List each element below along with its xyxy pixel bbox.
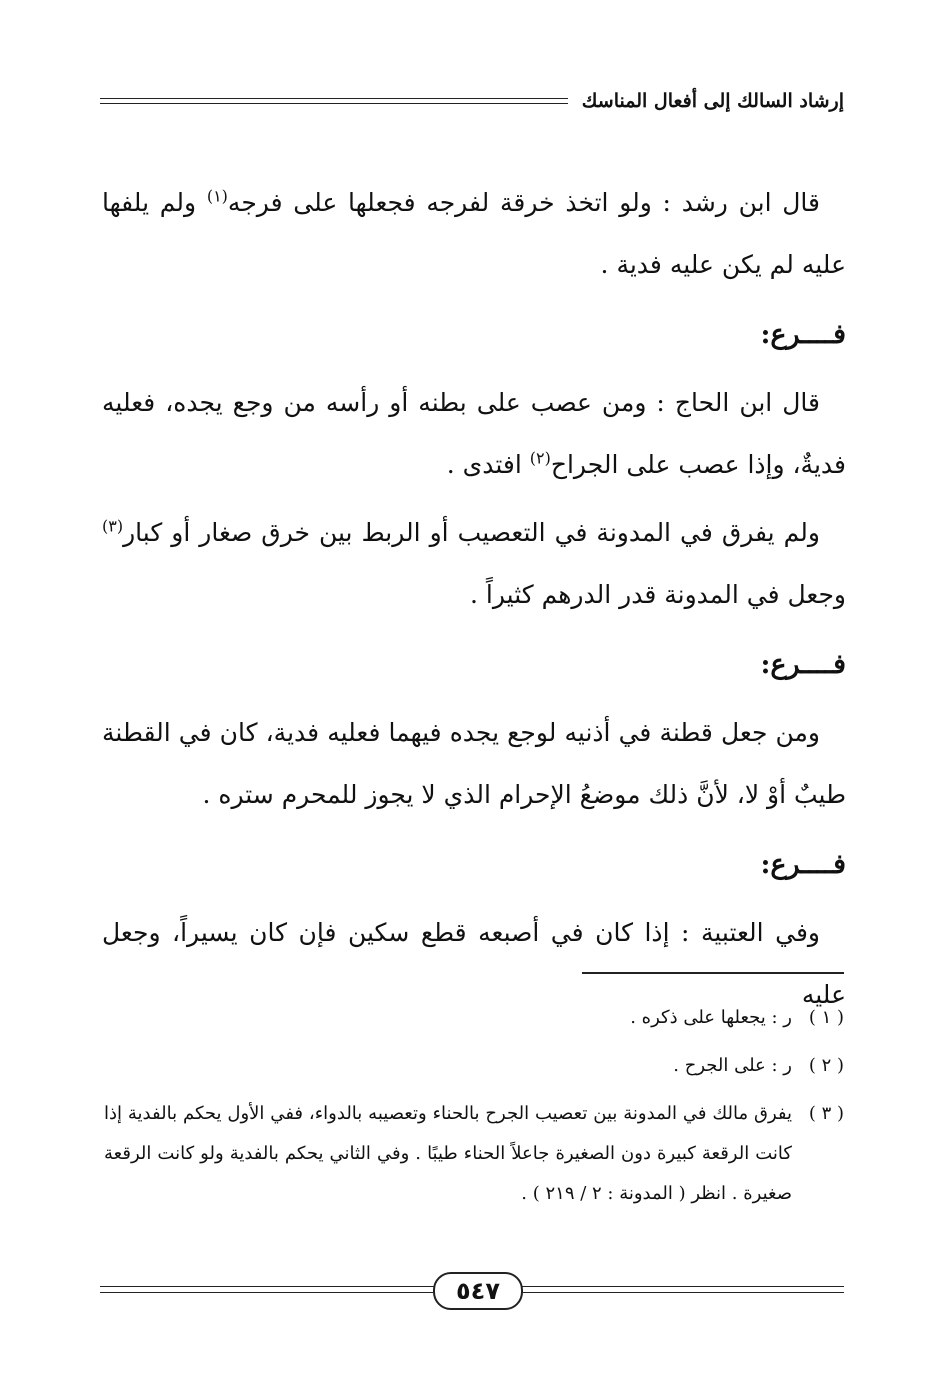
footnote-text: ر : يجعلها على ذكره . — [630, 1007, 792, 1028]
footnote-number: ( ١ ) — [808, 1007, 844, 1028]
paragraph-3 — [102, 502, 846, 626]
footnote-ref-3[interactable]: (٣) — [102, 516, 124, 536]
section-heading-1: فــــرع: — [760, 319, 846, 350]
paragraph-5: وفي العتبية : إذا كان في أصبعه قطع سكين فإن كان يسيراً، وجعل عليه — [102, 918, 846, 1009]
footnote-text: ر : على الجرح . — [673, 1055, 792, 1076]
main-text — [102, 172, 846, 1032]
running-header — [100, 86, 844, 116]
footnote-2 — [104, 1046, 844, 1086]
paragraph-1-text-b: ولم يلفها عليه لم يكن عليه فدية . — [102, 188, 846, 279]
paragraph-2-text-a: قال ابن الحاج : ومن عصب على بطنه أو رأسه من وجع يجده، فعليه فديةٌ، وإذا عصب على الجراح — [102, 388, 846, 479]
footnote-text: يفرق مالك في المدونة بين تعصيب الجرح بالحناء وتعصيبه بالدواء، ففي الأول يحكم بالفدية إذا كانت الرقعة كبيرة دون الصغيرة جاعلاً الحناء طيبًا . وفي الثاني يحكم بالفدية ولو كانت الرقعة صغيرة . انظر ( المدونة : ٢ / ٢١٩ ) . — [104, 1103, 792, 1204]
running-header-title: إرشاد السالك إلى أفعال المناسك — [581, 90, 844, 112]
footnote-number: ( ٣ ) — [808, 1103, 844, 1124]
page-number: ٥٤٧ — [433, 1272, 523, 1310]
paragraph-3-text-b: وجعل في المدونة قدر الدرهم كثيراً . — [470, 580, 846, 609]
footnote-ref-2[interactable]: (٢) — [529, 448, 551, 468]
paragraph-1 — [102, 172, 846, 296]
paragraph-1-text-a: قال ابن رشد : ولو اتخذ خرقة لفرجه فجعلها على فرجه — [227, 188, 820, 217]
paragraph-4: ومن جعل قطنة في أذنيه لوجع يجده فيهما فعليه فدية، كان في القطنة طيبٌ أوْ لا، لأنَّ ذلك موضعُ الإحرام الذي لا يجوز للمحرم ستره . — [102, 718, 846, 809]
footnote-separator — [582, 972, 844, 974]
footnote-3 — [104, 1094, 844, 1214]
footnote-1 — [104, 998, 844, 1038]
paragraph-2 — [102, 372, 846, 496]
page-footer — [100, 1272, 844, 1312]
header-double-rule — [100, 98, 568, 104]
paragraph-3-text-a: ولم يفرق في المدونة في التعصيب أو الربط بين خرق صغار أو كبار — [123, 518, 820, 547]
footnote-ref-1[interactable]: (١) — [206, 186, 228, 206]
footnotes — [104, 998, 844, 1222]
footnote-number: ( ٢ ) — [808, 1055, 844, 1076]
section-heading-3: فــــرع: — [760, 849, 846, 880]
section-heading-2: فــــرع: — [760, 649, 846, 680]
paragraph-2-text-b: افتدى . — [446, 450, 530, 479]
